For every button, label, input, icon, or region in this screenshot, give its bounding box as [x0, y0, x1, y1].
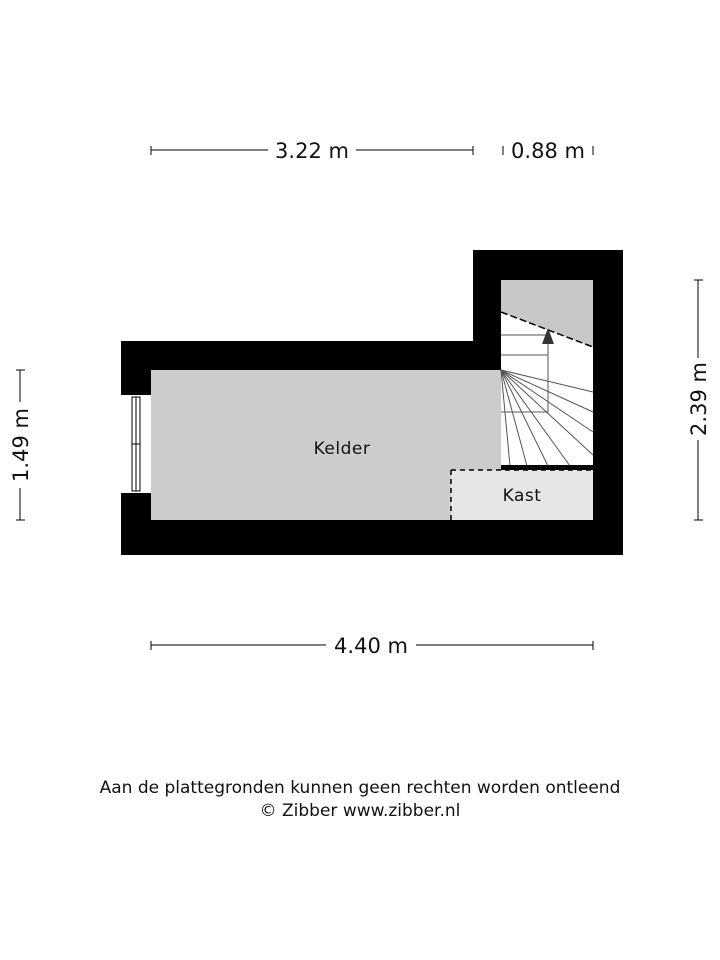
- copyright-credit: © Zibber www.zibber.nl: [259, 801, 461, 821]
- window: [121, 395, 151, 493]
- dim-label-left: 1.49 m: [9, 408, 33, 482]
- room-label-kelder: Kelder: [313, 439, 371, 459]
- disclaimer-text: Aan de plattegronden kunnen geen rechten worden ontleend: [99, 778, 621, 798]
- dim-label-bottom: 4.40 m: [334, 634, 408, 658]
- kelder-floor-under-kast-edge: [451, 466, 501, 470]
- dim-label-top-left: 3.22 m: [275, 139, 349, 163]
- dim-label-top-right: 0.88 m: [511, 139, 585, 163]
- room-label-kast: Kast: [502, 486, 542, 506]
- dim-label-right: 2.39 m: [687, 362, 711, 436]
